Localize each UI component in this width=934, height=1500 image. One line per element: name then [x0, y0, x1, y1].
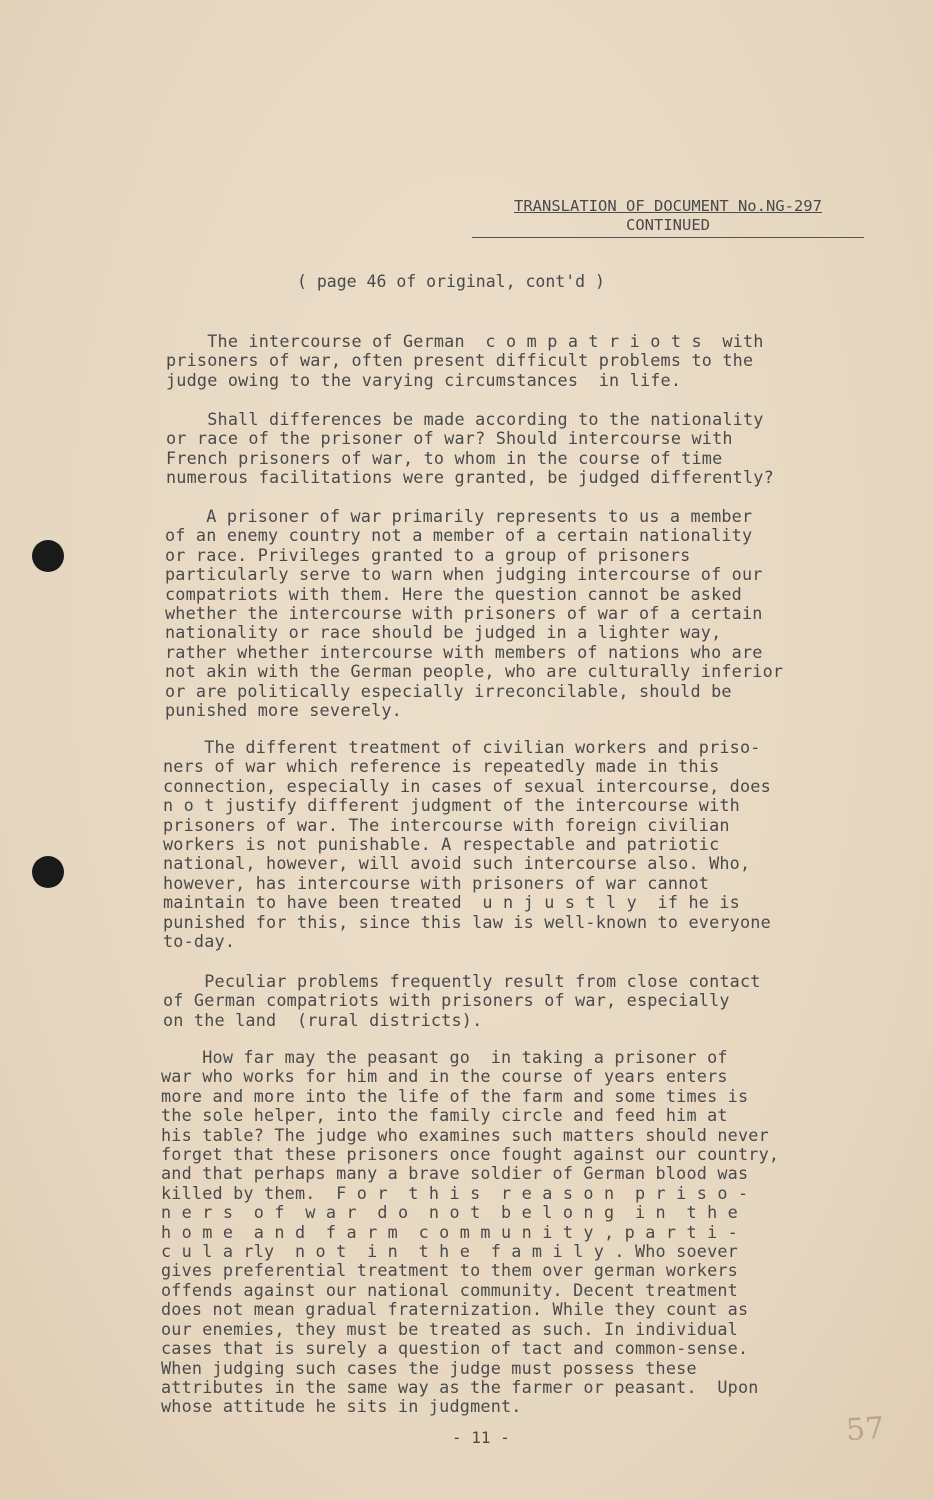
header-rule [472, 237, 864, 238]
page-number: - 11 - [452, 1428, 510, 1447]
paragraph-2: Shall differences be made according to the nationality or race of the prisoner of war? Should intercourse with French prisoners of war, to whom in the course of time numerous facilitations were granted, be judged differently? [166, 409, 774, 488]
handwritten-page-stamp: 57 [844, 1410, 886, 1449]
paragraph-1: The intercourse of German c o m p a t r i o t s with prisoners of war, often present difficult problems to the judge owing to the varying circumstances in life. [166, 331, 764, 390]
paragraph-3: A prisoner of war primarily represents to us a member of an enemy country not a member of a certain nationality or race. Privileges granted to a group of prisoners particularly serve to warn when judging intercourse of our compatriots with them. Here the question cannot be asked whether the intercourse with prisoners of war of a certain nationality or race should be judged in a lighter way, rather whether intercourse with members of nations who are not akin with the German people, who are culturally inferior or are politically especially irreconcilable, should be punished more severely. [165, 506, 784, 721]
punch-hole-upper [32, 540, 64, 572]
paragraph-6: How far may the peasant go in taking a prisoner of war who works for him and in the course of years enters more and more into the life of the farm and some times is the sole helper, into the family circle and feed him at his table? The judge who examines such matters should never forget that these prisoners once fought against our country, and that perhaps many a brave soldier of German blood was killed by them. F o r t h i s r e a s o n p r i s o - n e r s o f w a r d o n o t b e l o n g i n t h e h o m e a n d f a r m c o m m u n i t y , p a r t i - c u l a rly n o t i n t h e f a m i l y . Who soever gives preferential treatment to them over german workers offends against our national community. Decent treatment does not mean gradual fraternization. While they count as our enemies, they must be treated as such. In individual cases that is surely a question of tact and common-sense. When judging such cases the judge must possess these attributes in the same way as the farmer or peasant. Upon whose attitude he sits in judgment. [161, 1047, 780, 1417]
paragraph-5: Peculiar problems frequently result from close contact of German compatriots with prisoners of war, especially on the land (rural districts). [163, 971, 761, 1030]
page-reference: ( page 46 of original, cont'd ) [297, 272, 605, 291]
document-subtitle: CONTINUED [626, 216, 710, 234]
document-header [472, 197, 864, 238]
document-title: TRANSLATION OF DOCUMENT No.NG-297 [514, 197, 822, 215]
paragraph-4: The different treatment of civilian workers and priso- ners of war which reference is repeatedly made in this connection, especially in cases of sexual intercourse, does n o t justify different judgment of the intercourse with prisoners of war. The intercourse with foreign civilian workers is not punishable. A respectable and patriotic national, however, will avoid such intercourse also. Who, however, has intercourse with prisoners of war cannot maintain to have been treated u n j u s t l y if he is punished for this, since this law is well-known to everyone to-day. [163, 737, 771, 952]
punch-hole-lower [32, 856, 64, 888]
